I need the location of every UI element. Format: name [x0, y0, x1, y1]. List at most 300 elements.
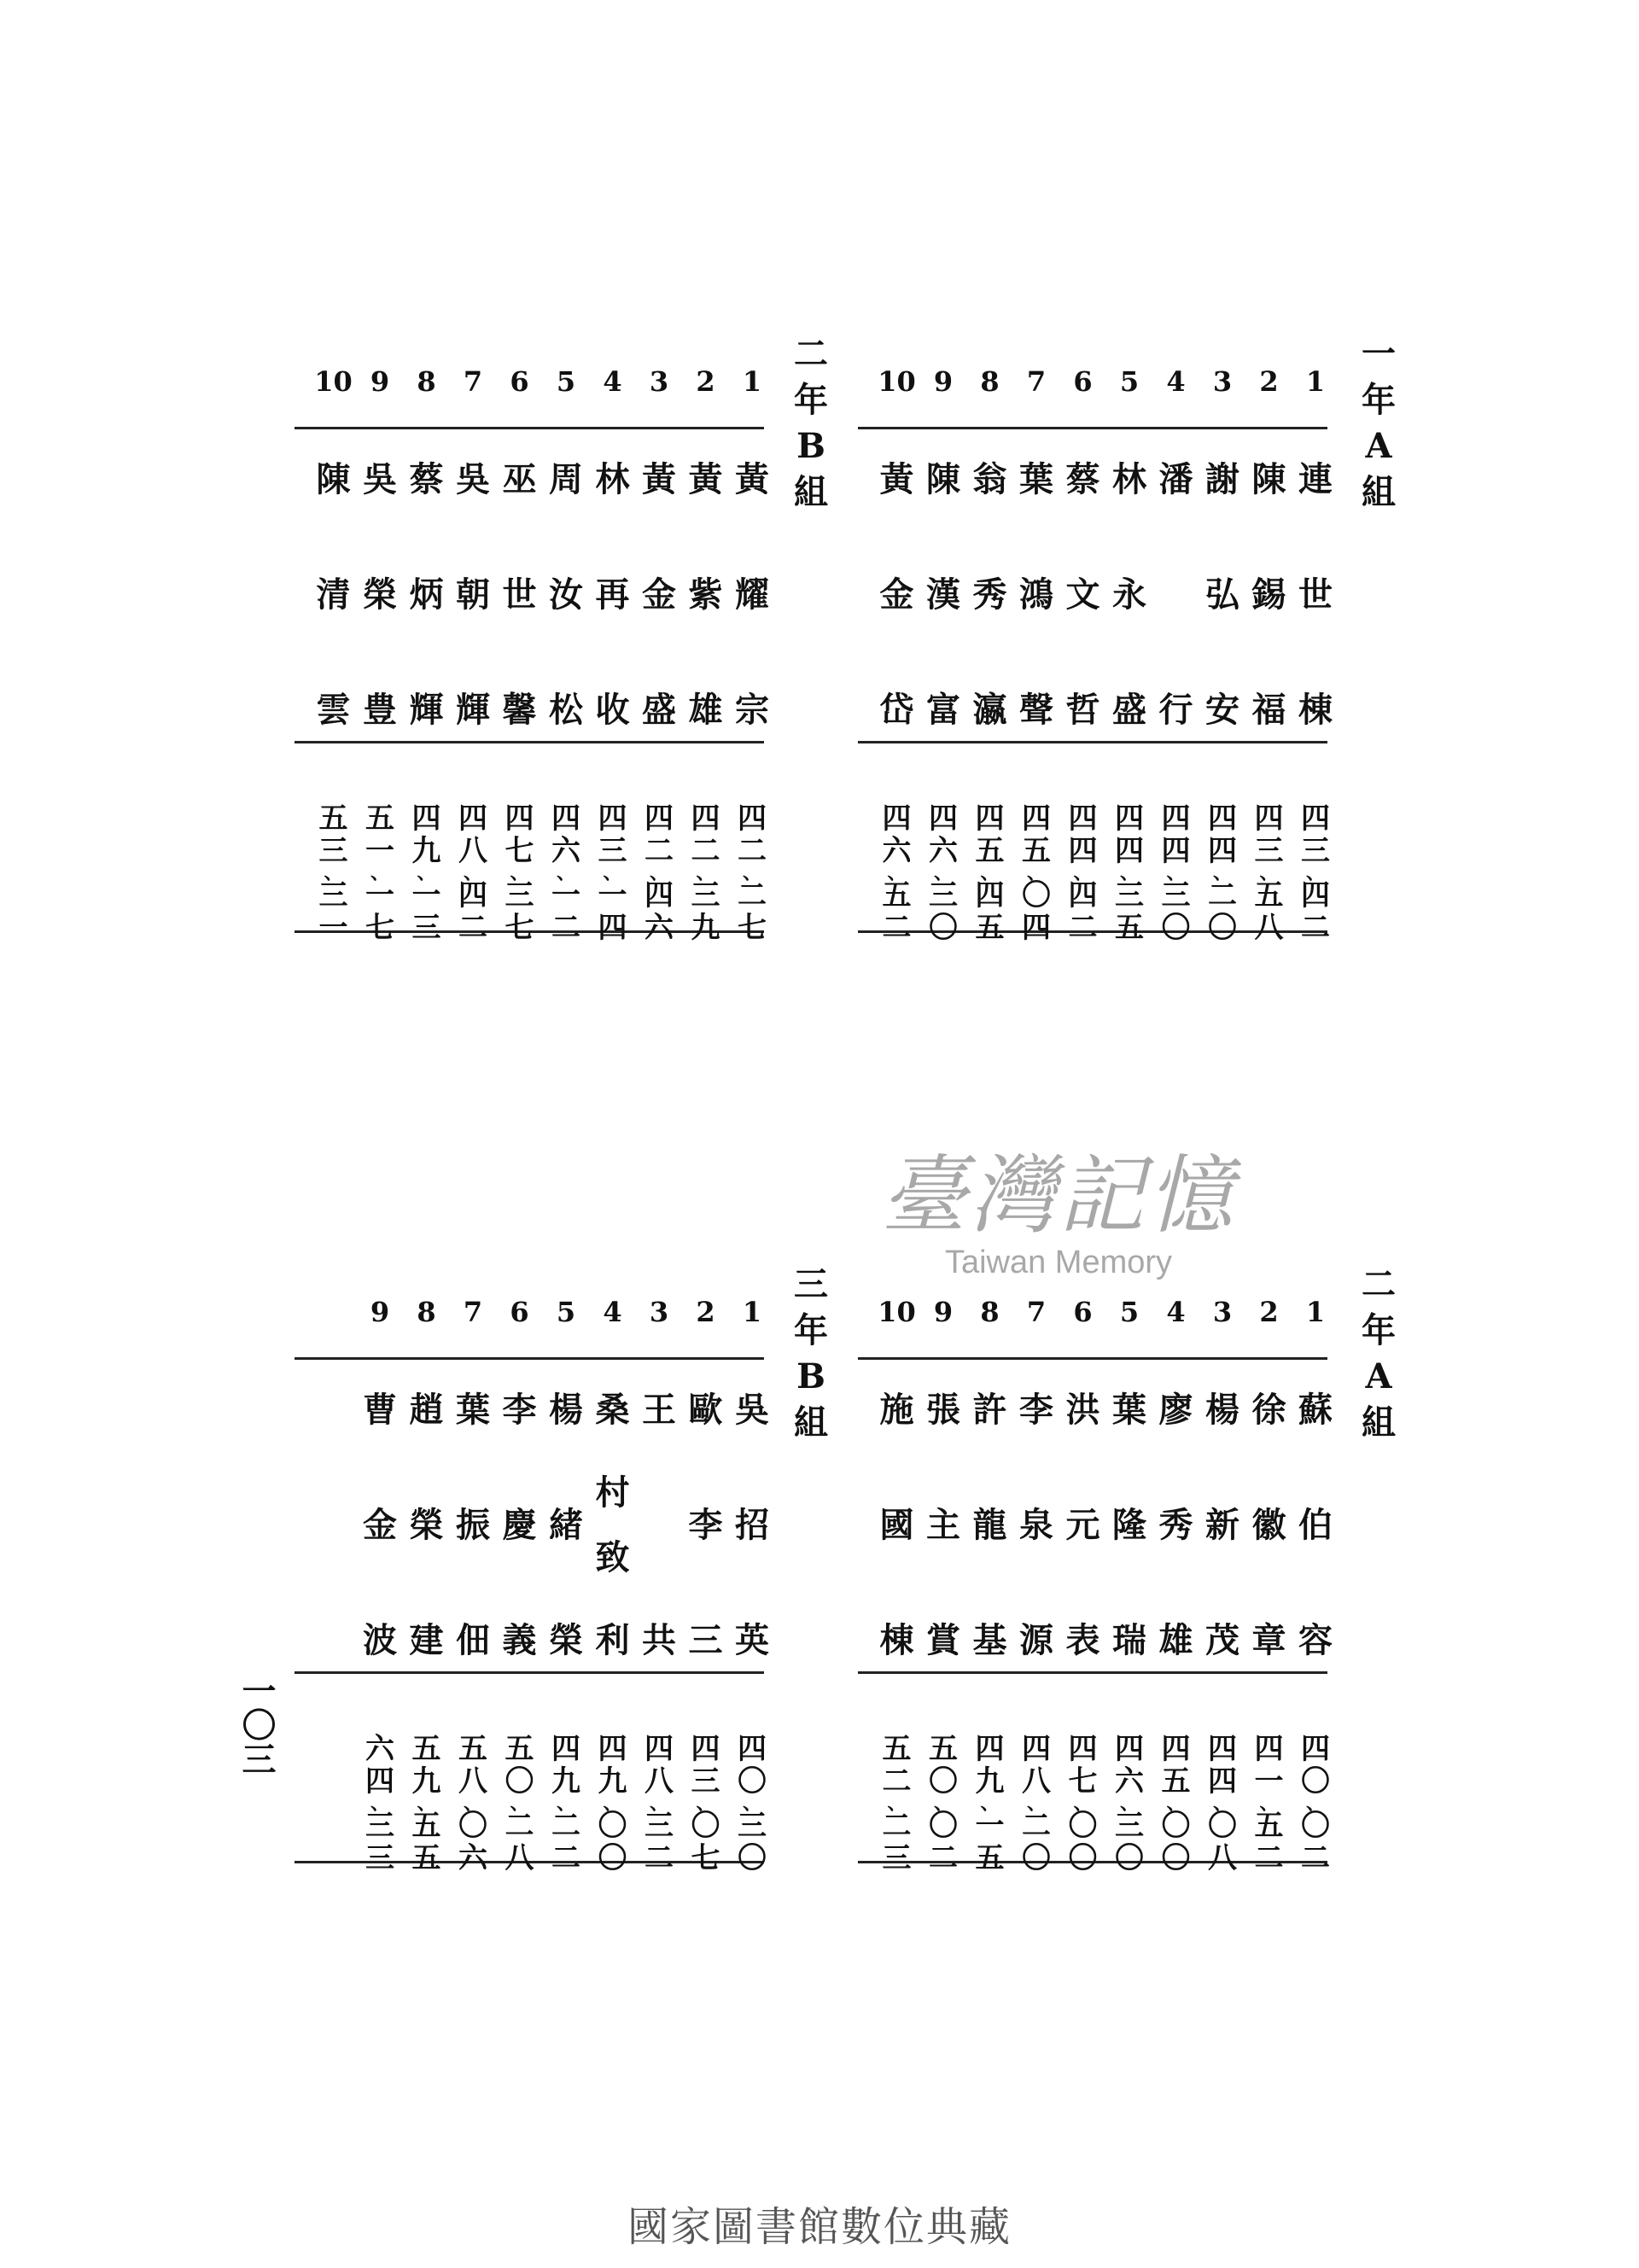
student-score [1061, 1733, 1105, 1874]
score-char: 〇 [691, 1809, 720, 1843]
student-surname: 葉 [1112, 1390, 1146, 1430]
student-number: 5 [556, 1296, 576, 1328]
student-given-name: 雄 [688, 690, 723, 730]
student-given-name: 錫 [1251, 574, 1286, 615]
student-given-name: 富 [926, 690, 960, 730]
score-char: 三 [505, 878, 534, 912]
section-title-char: 組 [794, 1402, 828, 1443]
section-title-char: A [1365, 426, 1392, 466]
student-number: 7 [1026, 1296, 1047, 1328]
score-char: 〇 [458, 1809, 487, 1843]
student-score [498, 1733, 542, 1874]
student-surname: 葉 [456, 1390, 490, 1430]
student-surname: 徐 [1251, 1390, 1286, 1430]
student-score [591, 1733, 635, 1874]
score-char: 二 [645, 834, 674, 868]
score-char: 、 [1119, 1793, 1139, 1815]
score-char: 五 [882, 878, 912, 912]
student-given-name: 李 [688, 1505, 723, 1545]
student-number: 8 [417, 365, 436, 398]
score-char: 〇 [929, 1764, 958, 1799]
score-char: 四 [1022, 911, 1051, 945]
student-surname: 葉 [1019, 459, 1053, 499]
section-title [1362, 331, 1396, 516]
score-char: 五 [1254, 1809, 1284, 1843]
student-number: 7 [1026, 365, 1047, 398]
score-char: 八 [1208, 1841, 1237, 1875]
rule-line [858, 1357, 1328, 1360]
student-number: 5 [1119, 365, 1140, 398]
score-char: 四 [1208, 834, 1237, 868]
score-char: 四 [1161, 834, 1191, 868]
student-number: 4 [603, 365, 622, 398]
student-surname: 歐 [688, 1390, 723, 1430]
student-score [1154, 802, 1199, 944]
score-char: 四 [1115, 834, 1144, 868]
score-char: 五 [411, 1841, 441, 1875]
student-given-name: 行 [1158, 690, 1193, 730]
score-char: 九 [551, 1764, 580, 1799]
score-char: 六 [551, 834, 580, 868]
score-char: 〇 [1068, 1809, 1098, 1843]
score-char: 、 [370, 862, 389, 884]
student-given-name: 文 [1065, 574, 1100, 615]
score-char: 、 [696, 862, 715, 884]
student-number: 2 [696, 1296, 715, 1328]
student-given-name: 秀 [1158, 1505, 1193, 1545]
student-number: 5 [556, 365, 576, 398]
student-score [684, 1733, 728, 1874]
student-score [637, 802, 681, 944]
score-char: 、 [556, 862, 575, 884]
student-number: 8 [980, 365, 1000, 398]
score-char: 二 [738, 834, 767, 868]
score-char: 〇 [1022, 1841, 1051, 1875]
student-given-name: 雄 [1158, 1620, 1193, 1660]
score-char: 一 [365, 834, 394, 868]
student-given-name: 金 [879, 574, 914, 615]
student-given-name: 義 [502, 1620, 537, 1660]
score-char: 五 [975, 911, 1005, 945]
student-number: 1 [742, 365, 762, 398]
student-given-name: 利 [595, 1620, 630, 1660]
student-given-name: 宗 [735, 690, 769, 730]
score-char: 、 [980, 862, 1000, 884]
score-char: 七 [738, 911, 767, 945]
student-score [1247, 802, 1292, 944]
score-char: 六 [882, 834, 912, 868]
score-char: 〇 [1022, 878, 1051, 912]
score-char: 一 [365, 878, 394, 912]
score-char: 七 [505, 834, 534, 868]
score-char: 、 [417, 1793, 436, 1815]
score-char: 三 [1115, 1809, 1144, 1843]
score-char: 一 [598, 878, 627, 912]
score-char: 、 [1073, 862, 1093, 884]
score-char: 二 [882, 911, 912, 945]
student-given-name: 松 [549, 690, 583, 730]
student-number: 3 [649, 365, 669, 398]
score-char: 一 [975, 1809, 1005, 1843]
score-char: 四 [975, 878, 1005, 912]
score-char: 二 [1254, 1841, 1284, 1875]
score-char: 〇 [1115, 1841, 1144, 1875]
student-surname: 謝 [1205, 459, 1239, 499]
score-char: 〇 [929, 911, 958, 945]
section-title-char: 年 [1362, 380, 1396, 420]
score-char: 〇 [738, 1764, 767, 1799]
student-number: 4 [1166, 1296, 1186, 1328]
score-char: 四 [1208, 1764, 1237, 1799]
student-number: 9 [933, 1296, 954, 1328]
student-number: 2 [1259, 1296, 1279, 1328]
score-char: 二 [738, 878, 767, 912]
student-surname: 李 [1019, 1390, 1053, 1430]
score-char: 、 [887, 862, 907, 884]
student-number: 3 [649, 1296, 669, 1328]
watermark-chinese: 臺灣記憶 [881, 1146, 1236, 1245]
student-number: 8 [417, 1296, 436, 1328]
student-score [498, 802, 542, 944]
student-score [921, 1733, 965, 1874]
student-given-name: 炳 [409, 574, 444, 615]
student-given-name: 榮 [549, 1620, 583, 1660]
student-surname: 蘇 [1298, 1390, 1333, 1430]
score-char: 四 [598, 802, 627, 836]
student-given-name: 泉 [1019, 1505, 1053, 1545]
student-surname: 林 [1112, 459, 1146, 499]
score-char: 、 [510, 862, 529, 884]
score-char: 〇 [1208, 1809, 1237, 1843]
student-given-name: 章 [1251, 1620, 1286, 1660]
student-surname: 蔡 [409, 459, 444, 499]
score-char: 、 [1305, 862, 1325, 884]
score-char: 四 [975, 1732, 1005, 1766]
student-given-name: 振 [456, 1505, 490, 1545]
score-char: 、 [556, 1793, 575, 1815]
score-char: 〇 [1161, 1809, 1191, 1843]
student-given-name: 雲 [316, 690, 351, 730]
score-char: 五 [882, 1732, 912, 1766]
student-surname: 吳 [456, 459, 490, 499]
student-number: 6 [510, 365, 529, 398]
student-surname: 潘 [1158, 459, 1193, 499]
student-number: 3 [1212, 365, 1233, 398]
score-char: 二 [929, 1841, 958, 1875]
score-char: 、 [742, 862, 761, 884]
score-char: 〇 [1161, 1841, 1191, 1875]
student-number: 7 [463, 1296, 483, 1328]
section-title [794, 331, 828, 516]
rule-line [858, 741, 1328, 743]
student-given-name: 波 [363, 1620, 397, 1660]
score-char: 〇 [738, 1841, 767, 1875]
score-char: 六 [1115, 1764, 1144, 1799]
section-title-char: B [796, 1356, 825, 1396]
student-number: 1 [1305, 365, 1326, 398]
student-number: 9 [370, 1296, 390, 1328]
student-given-name: 緒 [549, 1505, 583, 1545]
score-char: 四 [1068, 1732, 1098, 1766]
score-char: 、 [696, 1793, 715, 1815]
student-score [875, 1733, 919, 1874]
student-score [1107, 802, 1152, 944]
score-char: 四 [738, 802, 767, 836]
student-score [968, 1733, 1012, 1874]
score-char: 二 [1022, 1809, 1051, 1843]
score-char: 三 [318, 878, 348, 912]
section-title-char: 一 [1362, 334, 1396, 374]
score-char: 九 [411, 834, 441, 868]
student-score [312, 802, 356, 944]
student-given-name: 聲 [1019, 690, 1053, 730]
score-char: 二 [505, 1809, 534, 1843]
score-char: 四 [882, 802, 912, 836]
student-given-name: 隆 [1112, 1505, 1146, 1545]
rule-line [295, 1671, 765, 1674]
student-number: 4 [603, 1296, 622, 1328]
student-number: 2 [696, 365, 715, 398]
student-score [451, 802, 495, 944]
student-given-name: 榮 [363, 574, 397, 615]
score-char: 二 [1301, 1841, 1330, 1875]
score-char: 五 [365, 802, 394, 836]
score-char: 二 [882, 1809, 912, 1843]
score-char: 三 [1161, 878, 1191, 912]
section-title-char: A [1365, 1356, 1392, 1396]
student-given-name: 賞 [926, 1620, 960, 1660]
score-char: 五 [975, 834, 1005, 868]
student-given-name: 盛 [642, 690, 676, 730]
section-title [1362, 1262, 1396, 1446]
student-given-name: 建 [409, 1620, 444, 1660]
score-char: 三 [598, 834, 627, 868]
student-given-name: 國 [879, 1505, 914, 1545]
student-given-name: 英 [735, 1620, 769, 1660]
score-char: 、 [933, 1793, 953, 1815]
student-given-name: 世 [502, 574, 537, 615]
student-surname: 陳 [316, 459, 351, 499]
score-char: 、 [1259, 862, 1279, 884]
score-char: 四 [365, 1764, 394, 1799]
score-char: 四 [1301, 1732, 1330, 1766]
footer-caption: 國家圖書館數位典藏 [627, 2203, 1012, 2251]
watermark [820, 1127, 1298, 1281]
student-given-name: 徽 [1251, 1505, 1286, 1545]
student-surname: 黃 [879, 459, 914, 499]
student-surname: 陳 [926, 459, 960, 499]
score-char: 二 [551, 1809, 580, 1843]
score-char: 八 [645, 1764, 674, 1799]
score-char: 、 [933, 862, 953, 884]
score-char: 、 [603, 862, 622, 884]
score-char: 四 [1068, 878, 1098, 912]
student-surname: 陳 [1251, 459, 1286, 499]
score-char: 四 [1208, 802, 1237, 836]
student-given-name: 岱 [879, 690, 914, 730]
score-char: 、 [370, 1793, 389, 1815]
student-score [358, 1733, 402, 1874]
score-char: 〇 [598, 1809, 627, 1843]
student-given-name: 馨 [502, 690, 537, 730]
student-given-name: 弘 [1205, 574, 1239, 615]
score-char: 、 [649, 862, 668, 884]
score-char: 四 [929, 802, 958, 836]
section-title-char: B [796, 426, 825, 466]
student-surname: 翁 [972, 459, 1007, 499]
student-number: 10 [878, 1296, 916, 1328]
score-char: 一 [1254, 1764, 1284, 1799]
student-number: 1 [742, 1296, 762, 1328]
score-char: 四 [1115, 1732, 1144, 1766]
student-given-name: 瀛 [972, 690, 1007, 730]
score-char: 、 [980, 1793, 1000, 1815]
student-surname: 廖 [1158, 1390, 1193, 1430]
student-number: 9 [933, 365, 954, 398]
score-char: 二 [1068, 911, 1098, 945]
score-char: 四 [458, 802, 487, 836]
score-char: 、 [603, 1793, 622, 1815]
score-char: 二 [551, 1841, 580, 1875]
rule-line [858, 1671, 1328, 1674]
student-score [1154, 1733, 1199, 1874]
score-char: 五 [505, 1732, 534, 1766]
student-given-name: 棟 [879, 1620, 914, 1660]
score-char: 四 [458, 878, 487, 912]
score-char: 四 [1068, 802, 1098, 836]
score-char: 六 [458, 1841, 487, 1875]
score-char: 六 [929, 834, 958, 868]
student-given-name: 招 [735, 1505, 769, 1545]
student-given-name: 佃 [456, 1620, 490, 1660]
score-char: 、 [1026, 1793, 1046, 1815]
score-char: 四 [1022, 1732, 1051, 1766]
student-surname: 蔡 [1065, 459, 1100, 499]
student-score [637, 1733, 681, 1874]
score-char: 四 [505, 802, 534, 836]
score-char: 〇 [1068, 1841, 1098, 1875]
student-given-name: 伯 [1298, 1505, 1333, 1545]
score-char: 、 [649, 1793, 668, 1815]
score-char: 、 [1166, 862, 1186, 884]
student-given-name: 新 [1205, 1505, 1239, 1545]
score-char: 九 [975, 1764, 1005, 1799]
rule-line [295, 427, 765, 429]
student-surname: 黃 [688, 459, 723, 499]
score-char: 二 [691, 834, 720, 868]
student-number: 3 [1212, 1296, 1233, 1328]
student-given-name: 容 [1298, 1620, 1333, 1660]
student-number: 1 [1305, 1296, 1326, 1328]
student-number: 6 [1073, 1296, 1093, 1328]
student-surname: 桑 [595, 1390, 630, 1430]
score-char: 五 [318, 802, 348, 836]
section-title-char: 年 [1362, 1310, 1396, 1350]
score-char: 九 [411, 1764, 441, 1799]
score-char: 四 [691, 802, 720, 836]
section-title-char: 組 [1362, 472, 1396, 512]
score-char: 八 [458, 834, 487, 868]
student-given-name: 棟 [1298, 690, 1333, 730]
score-char: 五 [929, 1732, 958, 1766]
score-char: 三 [738, 1809, 767, 1843]
student-given-name: 再 [595, 574, 630, 615]
student-score [544, 802, 588, 944]
score-char: 三 [1115, 878, 1144, 912]
student-given-name: 漢 [926, 574, 960, 615]
student-score [591, 802, 635, 944]
score-char: 九 [691, 911, 720, 945]
score-char: 五 [1161, 1764, 1191, 1799]
score-char: 、 [1166, 1793, 1186, 1815]
student-given-name: 世 [1298, 574, 1333, 615]
score-char: 三 [929, 878, 958, 912]
score-char: 四 [975, 802, 1005, 836]
student-surname: 趙 [409, 1390, 444, 1430]
score-char: 四 [738, 1732, 767, 1766]
student-score [684, 802, 728, 944]
student-surname: 曹 [363, 1390, 397, 1430]
student-score [730, 802, 774, 944]
score-char: 四 [1161, 1732, 1191, 1766]
student-given-name: 村 [595, 1472, 630, 1513]
student-number: 4 [1166, 365, 1186, 398]
student-given-name: 秀 [972, 574, 1007, 615]
score-char: 四 [1161, 802, 1191, 836]
rule-line [295, 1357, 765, 1360]
student-surname: 施 [879, 1390, 914, 1430]
student-given-name: 主 [926, 1505, 960, 1545]
student-score [451, 1733, 495, 1874]
student-score [1014, 1733, 1059, 1874]
student-given-name: 共 [642, 1620, 676, 1660]
section-title-char: 組 [1362, 1402, 1396, 1443]
student-score [1061, 802, 1105, 944]
score-char: 七 [1068, 1764, 1098, 1799]
score-char: 二 [1208, 878, 1237, 912]
score-char: 、 [1119, 862, 1139, 884]
student-surname: 巫 [502, 459, 537, 499]
student-given-name: 福 [1251, 690, 1286, 730]
score-char: 四 [645, 1732, 674, 1766]
student-score [1200, 802, 1245, 944]
student-given-name: 源 [1019, 1620, 1053, 1660]
student-number: 10 [314, 365, 353, 398]
score-char: 〇 [929, 1809, 958, 1843]
student-given-name: 輝 [409, 690, 444, 730]
student-surname: 吳 [735, 1390, 769, 1430]
score-char: 五 [411, 1809, 441, 1843]
student-given-name: 收 [595, 690, 630, 730]
student-score [1293, 802, 1338, 944]
score-char: 九 [598, 1764, 627, 1799]
score-char: 四 [1208, 1732, 1237, 1766]
student-surname: 楊 [549, 1390, 583, 1430]
student-surname: 楊 [1205, 1390, 1239, 1430]
student-surname: 李 [502, 1390, 537, 1430]
score-char: 二 [882, 1764, 912, 1799]
section-title-char: 三 [794, 1264, 828, 1304]
score-char: 、 [417, 862, 436, 884]
score-char: 四 [551, 1732, 580, 1766]
student-given-name: 清 [316, 574, 351, 615]
score-char: 〇 [1301, 1764, 1330, 1799]
rule-line [858, 427, 1328, 429]
section-title-char: 二 [794, 334, 828, 374]
student-score [1014, 802, 1059, 944]
score-char: 六 [645, 911, 674, 945]
student-score [875, 802, 919, 944]
